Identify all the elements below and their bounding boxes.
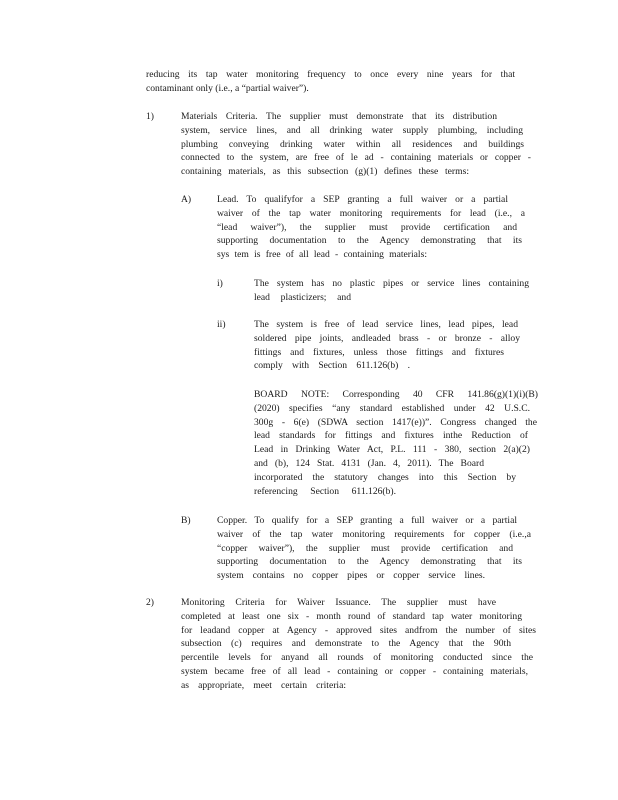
text-line: system contains no copper pipes or copper service lines. [217,570,485,582]
text-line: and (b), 124 Stat. 4131 (Jan. 4, 2011). The Board [254,457,484,469]
item-a-paragraph [217,193,525,262]
text-line: comply with Section 611.126(b) . [254,360,410,372]
text-line: The system is free of lead service lines, lead pipes, lead [254,319,518,330]
text-line: soldered pipe joints, andleaded brass - or bronze - alloy [254,332,520,344]
item-i-paragraph [254,277,529,305]
text-line: Copper. To qualify for a SEP granting a full waiver or a partial [217,515,517,526]
text-line: The system has no plastic pipes or service lines containing [254,278,529,289]
text-line: for leadand copper at Agency - approved sites andfrom the number of sites [181,624,536,636]
board-note [254,388,538,498]
text-line: supporting documentation to the Agency demonstrating that its [217,235,522,247]
text-line: system became free of all lead - containing or copper - containing materials, [181,665,528,677]
item-b-paragraph [217,514,531,583]
text-line: waiver of the tap water monitoring requirements for copper (i.e.,a [217,528,531,540]
text-line: supporting documentation to the Agency demonstrating that its [217,556,522,568]
text-line: Lead in Drinking Water Act, P.L. 111 - 380, section 2(a)(2) [254,444,530,456]
text-line: referencing Section 611.126(b). [254,485,396,497]
text-line: percentile levels for anyand all rounds of monitoring conducted since the [181,652,533,664]
item-b-number: B) [181,515,191,526]
text-line: fittings and fixtures, unless those fittings and fixtures [254,346,504,358]
text-line: (2020) specifies “any standard established under 42 U.S.C. [254,402,530,414]
text-line: sys tem is free of all lead - containing materials: [217,249,427,261]
item-2-number: 2) [146,597,154,608]
text-line: completed at least one six - month round of standard tap water monitoring [181,610,522,622]
intro-paragraph [146,68,515,96]
text-line: containing materials, as this subsection (g)(1) defines these terms: [181,166,469,178]
text-line: reducing its tap water monitoring frequency to once every nine years for that [146,69,515,80]
item-1-paragraph [181,110,531,179]
item-ii-number: ii) [217,319,226,330]
text-line: lead plasticizers; and [254,291,351,303]
text-line: Lead. To qualifyfor a SEP granting a full waiver or a partial [217,194,508,205]
text-line: “lead waiver”), the supplier must provide certification and [217,221,517,233]
item-2-paragraph [181,596,536,693]
text-line: lead standards for fittings and fixtures inthe Reduction of [254,430,528,442]
text-line: system, service lines, and all drinking water supply plumbing, including [181,124,523,136]
text-line: 300g - 6(e) (SDWA section 1417(e))”. Congress changed the [254,416,537,428]
text-line: plumbing conveying drinking water within all residences and buildings [181,138,524,150]
text-line: waiver of the tap water monitoring requirements for lead (i.e., a [217,207,525,219]
text-line: connected to the system, are free of le ad - containing materials or copper - [181,152,531,164]
text-line: as appropriate, meet certain criteria: [181,679,346,691]
item-ii-paragraph [254,318,522,373]
text-line: Monitoring Criteria for Waiver Issuance. The supplier must have [181,597,496,608]
text-line: Materials Criteria. The supplier must demonstrate that its distribution [181,111,497,122]
item-a-number: A) [181,194,192,205]
text-line: incorporated the statutory changes into this Section by [254,471,516,483]
item-i-number: i) [217,278,223,289]
text-line: BOARD NOTE: Corresponding 40 CFR 141.86(g)(1)(i)(B) [254,389,538,400]
text-line: “copper waiver”), the supplier must provide certification and [217,542,513,554]
item-1-number: 1) [146,111,154,122]
text-line: contaminant only (i.e., a “partial waiver”). [146,82,309,94]
text-line: subsection (c) requires and demonstrate to the Agency that the 90th [181,638,511,650]
